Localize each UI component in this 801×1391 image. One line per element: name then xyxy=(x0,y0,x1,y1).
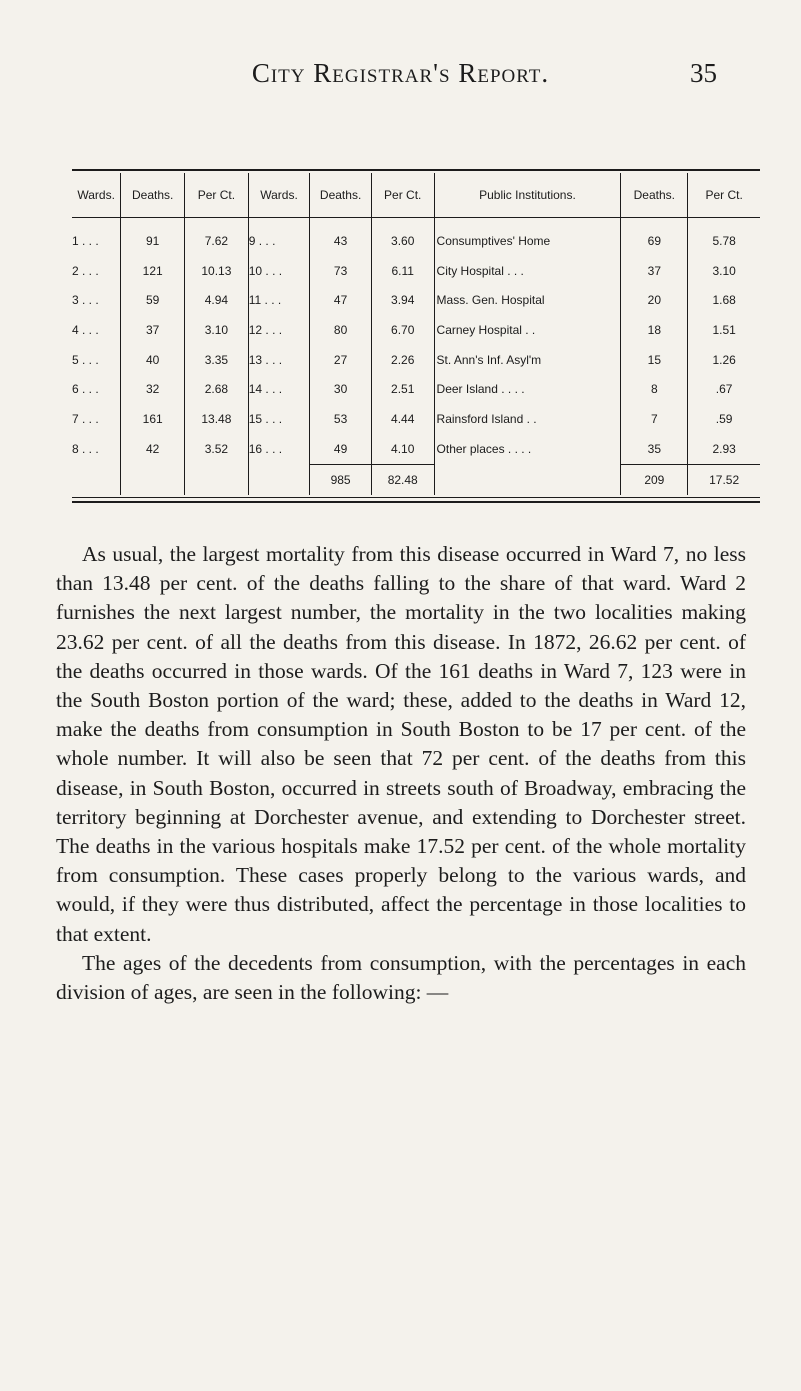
body-text xyxy=(56,540,746,1007)
table-cell: 20 xyxy=(621,285,688,315)
table-cell: Other places . . . . xyxy=(434,434,621,464)
mortality-table xyxy=(72,169,760,503)
table-top-rule xyxy=(72,169,760,171)
table-cell: 9 . . . xyxy=(248,218,310,256)
table-row xyxy=(72,404,760,434)
col-header: Per Ct. xyxy=(185,173,249,218)
table-cell: City Hospital . . . xyxy=(434,256,621,286)
table-cell: 80 xyxy=(310,315,372,345)
table-row xyxy=(72,315,760,345)
table-cell: 91 xyxy=(121,218,185,256)
table-cell: 59 xyxy=(121,285,185,315)
table-cell: 15 . . . xyxy=(248,404,310,434)
table-cell: 10 . . . xyxy=(248,256,310,286)
table-cell: 6 . . . xyxy=(72,382,99,397)
col-header: Wards. xyxy=(72,173,121,218)
table-cell: 3 . . . xyxy=(72,293,99,308)
table-cell: 2.93 xyxy=(688,434,760,464)
table-cell: 7.62 xyxy=(185,218,249,256)
table-cell: Mass. Gen. Hospital xyxy=(434,285,621,315)
table-cell xyxy=(72,464,121,495)
table-row xyxy=(72,374,760,404)
table-cell xyxy=(185,464,249,495)
col-header: Per Ct. xyxy=(688,173,760,218)
table-cell: 27 xyxy=(310,345,372,375)
table-cell: 12 . . . xyxy=(248,315,310,345)
table-cell: 43 xyxy=(310,218,372,256)
table-cell: 3.10 xyxy=(185,315,249,345)
page-header xyxy=(0,58,801,98)
table-cell: 69 xyxy=(621,218,688,256)
table-cell xyxy=(248,464,310,495)
table-cell: 47 xyxy=(310,285,372,315)
table-cell: 30 xyxy=(310,374,372,404)
table-cell: 4 . . . xyxy=(72,322,99,337)
table-cell: 37 xyxy=(621,256,688,286)
table-row xyxy=(72,218,760,256)
table-cell: 8 xyxy=(621,374,688,404)
table-cell: Deer Island . . . . xyxy=(434,374,621,404)
table-cell: 4.44 xyxy=(371,404,434,434)
total-ward-deaths: 985 xyxy=(310,464,372,495)
table-cell: 49 xyxy=(310,434,372,464)
total-ward-percent: 82.48 xyxy=(371,464,434,495)
table-cell: 18 xyxy=(621,315,688,345)
table-cell: 1.51 xyxy=(688,315,760,345)
table-cell: 40 xyxy=(121,345,185,375)
table-cell: 73 xyxy=(310,256,372,286)
table-cell: 4.10 xyxy=(371,434,434,464)
table-cell: 6.70 xyxy=(371,315,434,345)
table-cell: 7 . . . xyxy=(72,411,99,426)
table-cell: 4.94 xyxy=(185,285,249,315)
col-header: Public Institutions. xyxy=(434,173,621,218)
table-cell: 2.26 xyxy=(371,345,434,375)
table-cell: 5 . . . xyxy=(72,352,99,367)
table-bottom-rule xyxy=(72,497,760,498)
page-number: 35 xyxy=(690,58,717,88)
total-institution-percent: 17.52 xyxy=(688,464,760,495)
total-institution-deaths: 209 xyxy=(621,464,688,495)
table-row xyxy=(72,434,760,464)
table-cell: 32 xyxy=(121,374,185,404)
col-header: Per Ct. xyxy=(371,173,434,218)
col-header: Deaths. xyxy=(121,173,185,218)
table-cell: .67 xyxy=(688,374,760,404)
table-cell: 3.10 xyxy=(688,256,760,286)
col-header: Wards. xyxy=(248,173,310,218)
table-bottom-rule-double xyxy=(72,501,760,503)
table-cell: Consumptives' Home xyxy=(434,218,621,256)
table-header-row xyxy=(72,173,760,218)
table-cell: 161 xyxy=(121,404,185,434)
paragraph: As usual, the largest mortality from this disease occurred in Ward 7, no less than 13.48 per cent. of the deaths falling to the share of that ward. Ward 2 furnishes the next largest number, the mortality in the two localities making 23.62 per cent. of all the deaths from this disease. In 1872, 26.62 per cent. of the deaths occurred in those wards. Of the 161 deaths in Ward 7, 123 were in the South Boston portion of the ward; these, added to the deaths in Ward 12, make the deaths from consumption in South Boston to be 17 per cent. of the whole number. It will also be seen that 72 per cent. of the deaths from this disease, in South Boston, occurred in streets south of Broadway, embracing the territory beginning at Dorchester avenue, and extending to Dorchester street. The deaths in the various hospitals make 17.52 per cent. of the whole mortality from consumption. These cases properly belong to the various wards, and would, if they were thus distributed, affect the percentage in those localities to that extent. xyxy=(56,542,746,946)
table-cell: 42 xyxy=(121,434,185,464)
table-cell: 11 . . . xyxy=(248,285,310,315)
table-cell: 7 xyxy=(621,404,688,434)
table-cell: 3.35 xyxy=(185,345,249,375)
table-row xyxy=(72,285,760,315)
table-cell: 14 . . . xyxy=(248,374,310,404)
table-cell: 6.11 xyxy=(371,256,434,286)
table-cell xyxy=(121,464,185,495)
table-cell: 3.94 xyxy=(371,285,434,315)
table-totals-row xyxy=(72,464,760,495)
table-cell: 37 xyxy=(121,315,185,345)
table-cell: Carney Hospital . . xyxy=(434,315,621,345)
table-cell: 5.78 xyxy=(688,218,760,256)
paragraph: The ages of the decedents from consumption, with the percentages in each division of ages, are seen in the following: — xyxy=(56,950,746,1005)
table-cell: 15 xyxy=(621,345,688,375)
table-cell: 35 xyxy=(621,434,688,464)
table-cell: Rainsford Island . . xyxy=(434,404,621,434)
table-cell: 16 . . . xyxy=(248,434,310,464)
table-cell: .59 xyxy=(688,404,760,434)
table-cell: 3.52 xyxy=(185,434,249,464)
table-cell: 3.60 xyxy=(371,218,434,256)
table-cell: 13.48 xyxy=(185,404,249,434)
table-row xyxy=(72,256,760,286)
table-cell: 53 xyxy=(310,404,372,434)
col-header: Deaths. xyxy=(621,173,688,218)
table-cell: 1.68 xyxy=(688,285,760,315)
table-row xyxy=(72,345,760,375)
table-cell: 8 . . . xyxy=(72,441,99,456)
table-cell: 1 . . . xyxy=(72,233,99,248)
table-cell: 2.51 xyxy=(371,374,434,404)
table-cell: 1.26 xyxy=(688,345,760,375)
running-head: City Registrar's Report. xyxy=(251,58,550,88)
table-cell: 2 . . . xyxy=(72,263,99,278)
table-cell: 13 . . . xyxy=(248,345,310,375)
table-cell: St. Ann's Inf. Asyl'm xyxy=(434,345,621,375)
table-cell: 10.13 xyxy=(185,256,249,286)
col-header: Deaths. xyxy=(310,173,372,218)
table-cell: 2.68 xyxy=(185,374,249,404)
stats-table xyxy=(72,173,760,495)
table-cell xyxy=(434,464,621,495)
table-cell: 121 xyxy=(121,256,185,286)
